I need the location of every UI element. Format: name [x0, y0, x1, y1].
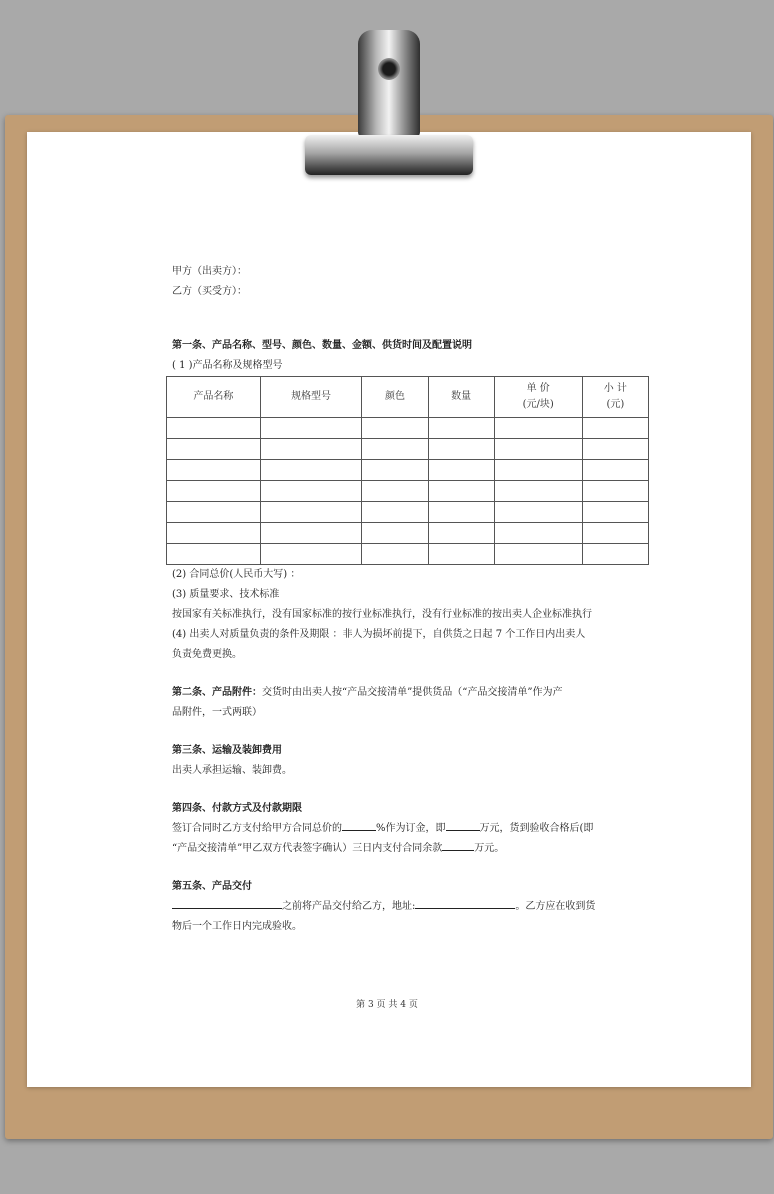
product-spec-table: [166, 376, 649, 565]
header-quantity: 数量: [428, 377, 494, 418]
article4-line1: 签订合同时乙方支付给甲方合同总价的 %作为订金，即 万元，货到验收合格后(即: [172, 819, 632, 839]
article3-title: 第三条、运输及装卸费用: [172, 745, 282, 756]
table-cell: [582, 460, 648, 481]
table-row: [167, 544, 649, 565]
article1-sub4-line1: (4) 出卖人对质量负责的条件及期限 ：非人为损坏前提下，自供货之日起 7 个工作日内出卖人: [172, 629, 586, 640]
deposit-percent-blank: [342, 819, 376, 831]
table-cell: [362, 502, 428, 523]
table-cell: [582, 418, 648, 439]
table-cell: [260, 418, 362, 439]
table-cell: [362, 418, 428, 439]
table-cell: [494, 544, 582, 565]
table-cell: [167, 502, 261, 523]
table-cell: [362, 439, 428, 460]
table-cell: [582, 439, 648, 460]
article1-sub4-line2: 负责免费更换。: [172, 649, 242, 660]
article5-title: 第五条、产品交付: [172, 881, 252, 892]
article1-sub3: (3) 质量要求、技术标准: [172, 589, 280, 600]
table-row: [167, 523, 649, 544]
table-cell: [260, 523, 362, 544]
table-cell: [428, 418, 494, 439]
article2-line2: 品附件，一式两联）: [172, 707, 262, 718]
table-row: [167, 502, 649, 523]
delivery-date-blank: [172, 897, 282, 909]
article5-line1: 之前将产品交付给乙方，地址: 。乙方应在收到货: [172, 897, 632, 917]
table-cell: [167, 460, 261, 481]
binder-clip-hole: [378, 58, 400, 80]
page-number: 第 3 页 共 4 页: [356, 1000, 418, 1010]
article4-title: 第四条、付款方式及付款期限: [172, 803, 302, 814]
table-row: [167, 481, 649, 502]
table-cell: [167, 439, 261, 460]
contract-body: [172, 262, 632, 937]
table-cell: [260, 460, 362, 481]
header-subtotal: 小 计 (元): [582, 377, 648, 418]
table-cell: [260, 439, 362, 460]
table-cell: [167, 481, 261, 502]
deposit-amount-blank: [446, 819, 480, 831]
table-cell: [428, 544, 494, 565]
table-cell: [582, 481, 648, 502]
table-cell: [428, 481, 494, 502]
table-cell: [494, 439, 582, 460]
table-cell: [494, 481, 582, 502]
table-cell: [260, 544, 362, 565]
table-cell: [582, 502, 648, 523]
table-cell: [362, 544, 428, 565]
table-cell: [362, 481, 428, 502]
table-header-row: [167, 377, 649, 418]
table-row: [167, 460, 649, 481]
table-body: [167, 418, 649, 565]
header-color: 颜色: [362, 377, 428, 418]
header-product-name: 产品名称: [167, 377, 261, 418]
party-b-label: 乙方（买受方）：: [172, 286, 247, 297]
binder-clip-icon: [358, 30, 420, 138]
party-a-label: 甲方（出卖方）：: [172, 266, 247, 277]
table-cell: [494, 460, 582, 481]
table-cell: [582, 523, 648, 544]
article2-paragraph: [172, 683, 632, 703]
article3-body: 出卖人承担运输、装卸费。: [172, 765, 292, 776]
table-cell: [362, 523, 428, 544]
header-unit-price: 单 价 (元/块): [494, 377, 582, 418]
table-row: [167, 418, 649, 439]
article4-line2: “产品交接清单”甲乙双方代表签字确认）三日内支付合同余款 万元。: [172, 839, 632, 859]
table-cell: [428, 523, 494, 544]
table-cell: [362, 460, 428, 481]
table-row: [167, 439, 649, 460]
balance-amount-blank: [442, 839, 474, 851]
table-cell: [428, 439, 494, 460]
table-cell: [167, 544, 261, 565]
article5-line2: 物后一个工作日内完成验收。: [172, 921, 302, 932]
delivery-address-blank: [415, 897, 515, 909]
binder-clip-base: [305, 135, 473, 175]
table-cell: [582, 544, 648, 565]
table-cell: [260, 502, 362, 523]
article1-title: 第一条、产品名称、型号、颜色、数量、金额、供货时间及配置说明: [172, 340, 472, 351]
table-cell: [428, 502, 494, 523]
article1-sub2: (2) 合同总价(人民币大写) ：: [172, 569, 301, 580]
table-cell: [494, 502, 582, 523]
article1-sub1: ( 1 )产品名称及规格型号: [172, 360, 283, 371]
header-model: 规格型号: [260, 377, 362, 418]
table-cell: [494, 523, 582, 544]
table-cell: [494, 418, 582, 439]
article1-standards: 按国家有关标准执行，没有国家标准的按行业标准执行，没有行业标准的按出卖人企业标准执行: [172, 609, 592, 620]
table-cell: [260, 481, 362, 502]
table-cell: [428, 460, 494, 481]
article2-title: 第二条、产品附件：: [172, 687, 262, 698]
article2-line1: 交货时由出卖人按“产品交接清单”提供货品（“产品交接清单”作为产: [262, 687, 563, 698]
table-cell: [167, 418, 261, 439]
table-cell: [167, 523, 261, 544]
